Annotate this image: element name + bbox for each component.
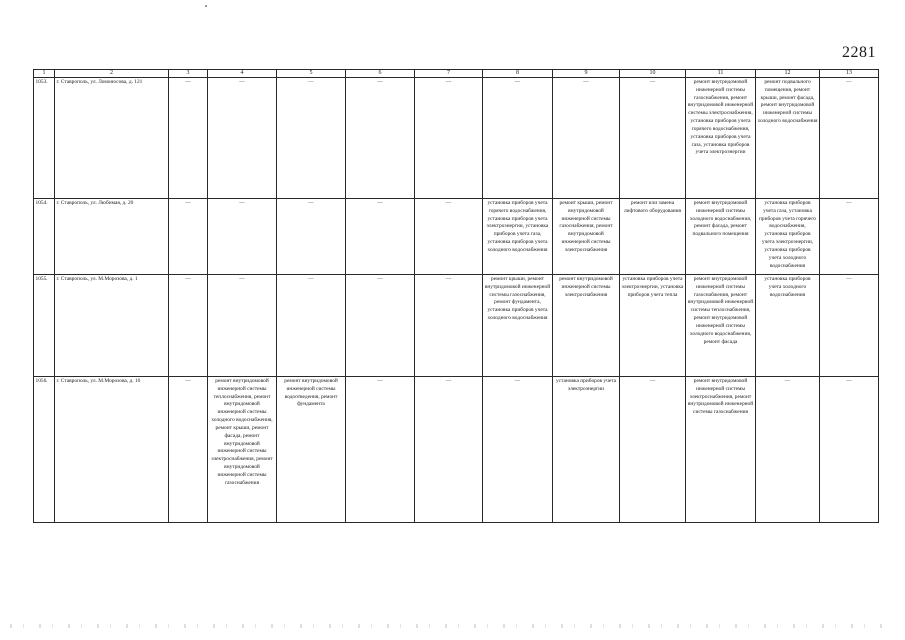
table-row: [34, 78, 879, 199]
work-cell: —: [820, 78, 879, 199]
work-cell: ремонт подвального помещения, ремонт крыши, ремонт фасада, ремонт внутридомовой инженерной системы холодного водоснабжения: [756, 78, 820, 199]
column-number-row: [34, 70, 879, 78]
work-cell: —: [553, 78, 620, 199]
work-cell: —: [277, 199, 346, 275]
work-cell: установка приборов учета горячего водоснабжения, установка приборов учета электроэнергии, установка приборов учета газа, установка приборов учета холодного водоснабжения: [483, 199, 553, 275]
work-cell: ремонт внутридомовой инженерной системы холодного водоснабжения, ремонт фасада, ремонт подвального помещения: [686, 199, 756, 275]
work-cell: ремонт или замена лифтового оборудования: [620, 199, 686, 275]
register-table: [33, 69, 879, 523]
work-cell: —: [756, 377, 820, 523]
work-cell: —: [346, 377, 415, 523]
col-header-8: 8: [483, 70, 553, 78]
work-cell: установка приборов учета электроэнергии: [553, 377, 620, 523]
work-cell: ремонт внутридомовой инженерной системы водоотведения, ремонт фундамента: [277, 377, 346, 523]
col-header-10: 10: [620, 70, 686, 78]
work-cell: —: [169, 78, 208, 199]
work-cell: —: [208, 78, 277, 199]
table-row: [34, 377, 879, 523]
work-cell: —: [415, 199, 483, 275]
work-cell: —: [620, 78, 686, 199]
col-header-11: 11: [686, 70, 756, 78]
work-cell: —: [277, 275, 346, 377]
work-cell: ремонт внутридомовой инженерной системы электроснабжения: [553, 275, 620, 377]
col-header-13: 13: [820, 70, 879, 78]
row-number: 1054.: [34, 199, 55, 275]
work-cell: ремонт внутридомовой инженерной системы газоснабжения, ремонт внутридомовой инженерной системы теплоснабжения, ремонт внутридомовой инженерной системы холодного водоснабжения, ремонт фасада: [686, 275, 756, 377]
col-header-12: 12: [756, 70, 820, 78]
work-cell: —: [277, 78, 346, 199]
work-cell: —: [346, 275, 415, 377]
scan-noise: [10, 624, 890, 628]
work-cell: —: [620, 377, 686, 523]
work-cell: —: [169, 275, 208, 377]
scan-speck: [205, 5, 207, 7]
work-cell: ремонт крыши, ремонт внутридомовой инженерной системы газоснабжения, ремонт фундамента, установка приборов учета холодного водоснабжения: [483, 275, 553, 377]
work-cell: —: [820, 377, 879, 523]
work-cell: —: [820, 275, 879, 377]
row-number: 1056.: [34, 377, 55, 523]
work-cell: —: [820, 199, 879, 275]
work-cell: ремонт внутридомовой инженерной системы теплоснабжения, ремонт внутридомовой инженерной системы холодного водоснабжения, ремонт крыши, ремонт фасада, ремонт внутридомовой инженерной системы электроснабжения, ремонт внутридомовой инженерной системы газоснабжения: [208, 377, 277, 523]
table-row: [34, 275, 879, 377]
work-cell: установка приборов учета холодного водоснабжения: [756, 275, 820, 377]
work-cell: ремонт крыши, ремонт внутридомовой инженерной системы газоснабжения, ремонт внутридомовой инженерной системы электроснабжения: [553, 199, 620, 275]
work-cell: —: [415, 78, 483, 199]
col-header-9: 9: [553, 70, 620, 78]
work-cell: ремонт внутридомовой инженерной системы электроснабжения, ремонт внутридомовой инженерной системы газоснабжения: [686, 377, 756, 523]
work-cell: —: [346, 199, 415, 275]
row-number: 1055.: [34, 275, 55, 377]
work-cell: —: [208, 275, 277, 377]
work-cell: —: [483, 377, 553, 523]
address-cell: г. Ставрополь, ул. Ломоносова, д. 121: [55, 78, 169, 199]
work-cell: ремонт внутридомовой инженерной системы газоснабжения, ремонт внутридомовой инженерной системы электроснабжения, установка приборов учета горячего водоснабжения, установка приборов учета газа, установка приборов учета электроэнергии: [686, 78, 756, 199]
col-header-6: 6: [346, 70, 415, 78]
work-cell: —: [415, 377, 483, 523]
col-header-7: 7: [415, 70, 483, 78]
work-cell: —: [208, 199, 277, 275]
address-cell: г. Ставрополь, ул. Любимая, д. 20: [55, 199, 169, 275]
work-cell: —: [483, 78, 553, 199]
page-number: 2281: [842, 44, 876, 61]
col-header-4: 4: [208, 70, 277, 78]
address-cell: г. Ставрополь, ул. М.Морозова, д. 10: [55, 377, 169, 523]
work-cell: —: [415, 275, 483, 377]
row-number: 1053.: [34, 78, 55, 199]
work-cell: —: [169, 199, 208, 275]
address-cell: г. Ставрополь, ул. М.Морозова, д. 1: [55, 275, 169, 377]
table-row: [34, 199, 879, 275]
col-header-1: 1: [34, 70, 55, 78]
col-header-3: 3: [169, 70, 208, 78]
col-header-5: 5: [277, 70, 346, 78]
col-header-2: 2: [55, 70, 169, 78]
work-cell: —: [169, 377, 208, 523]
work-cell: установка приборов учета газа, установка приборов учета горячего водоснабжения, установка приборов учета электроэнергии, установка приборов учета холодного водоснабжения: [756, 199, 820, 275]
work-cell: —: [346, 78, 415, 199]
work-cell: установка приборов учета электроэнергии, установка приборов учета тепла: [620, 275, 686, 377]
